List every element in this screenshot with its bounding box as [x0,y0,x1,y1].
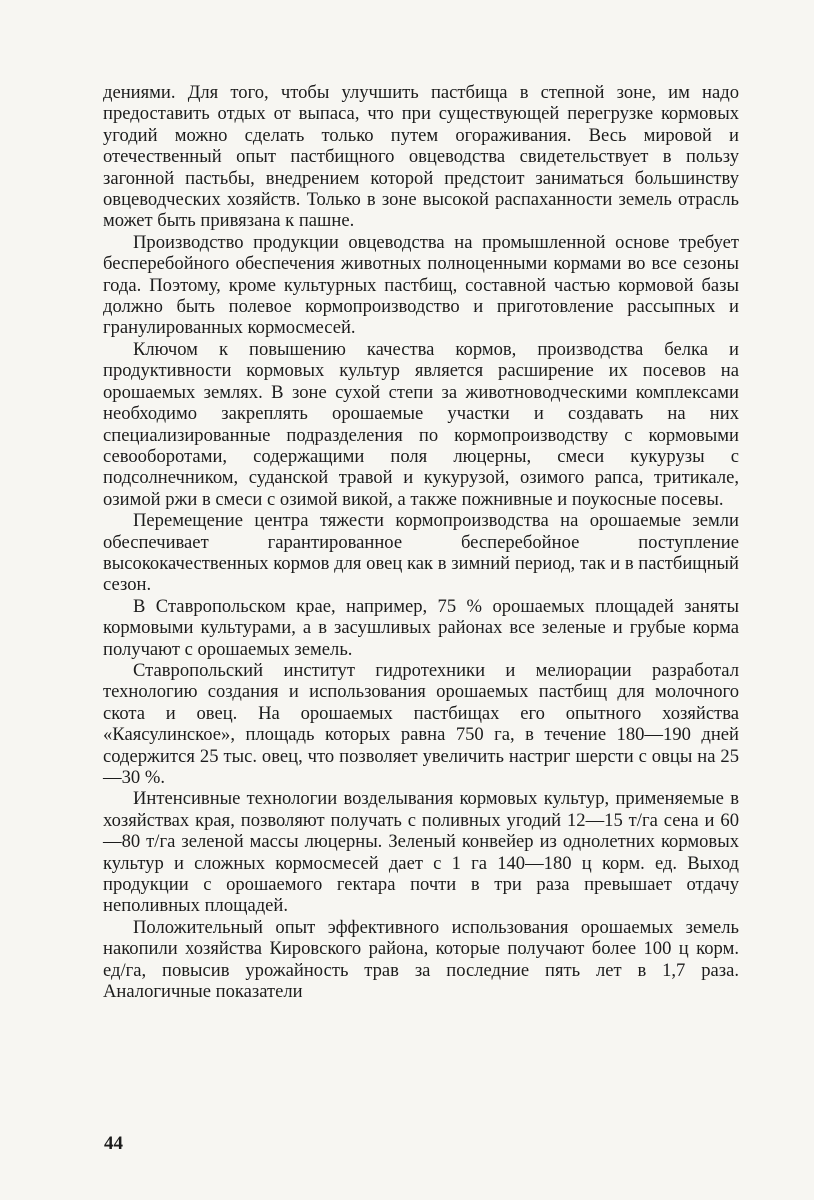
paragraph-8: Положительный опыт эффективного использования орошаемых земель накопили хозяйства Кировского района, которые получают более 100 ц корм. ед/га, повысив урожайность трав за последние пять лет в 1,7 раза. Аналогичные показатели [103,916,739,1003]
paragraph-3: Ключом к повышению качества кормов, производства белка и продуктивности кормовых культур является расширение их посевов на орошаемых землях. В зоне сухой степи за животноводческими комплексами необходимо закреплять орошаемые участки и создавать на них специализированные подразделения по кормопроизводству с кормовыми севооборотами, содержащими поля люцерны, смеси кукурузы с подсолнечником, суданской травой и кукурузой, озимого рапса, тритикале, озимой ржи в смеси с озимой викой, а также пожнивные и поукосные посевы. [103,338,739,510]
paragraph-2: Производство продукции овцеводства на промышленной основе требует бесперебойного обеспечения животных полноценными кормами во все сезоны года. Поэтому, кроме культурных пастбищ, составной частью кормовой базы должно быть полевое кормопроизводство и приготовление рассыпных и гранулированных кормосмесей. [103,231,739,339]
paragraph-7: Интенсивные технологии возделывания кормовых культур, применяемые в хозяйствах края, позволяют получать с поливных угодий 12—15 т/га сена и 60—80 т/га зеленой массы люцерны. Зеленый конвейер из однолетних кормовых культур и сложных кормосмесей дает с 1 га 140—180 ц корм. ед. Выход продукции с орошаемого гектара почти в три раза превышает отдачу неполивных площадей. [103,788,739,917]
paragraph-6: Ставропольский институт гидротехники и мелиорации разработал технологию создания и использования орошаемых пастбищ для молочного скота и овец. На орошаемых пастбищах его опытного хозяйства «Каясулинское», площадь которых равна 750 га, в течение 180—190 дней содержится 25 тыс. овец, что позволяет увеличить настриг шерсти с овцы на 25—30 %. [103,659,739,788]
page-number: 44 [104,1133,123,1154]
paragraph-4: Перемещение центра тяжести кормопроизводства на орошаемые земли обеспечивает гарантированное бесперебойное поступление высококачественных кормов для овец как в зимний период, так и в пастбищный сезон. [103,510,739,596]
page-body [103,82,739,1002]
paragraph-1: дениями. Для того, чтобы улучшить пастбища в степной зоне, им надо предоставить отдых от выпаса, что при существующей перегрузке кормовых угодий можно сделать только путем огораживания. Весь мировой и отечественный опыт пастбищного овцеводства свидетельствует в пользу загонной пастьбы, внедрением которой предстоит заниматься большинству овцеводческих хозяйств. Только в зоне высокой распаханности земель отрасль может быть привязана к пашне. [103,82,739,232]
paragraph-5: В Ставропольском крае, например, 75 % орошаемых площадей заняты кормовыми культурами, а в засушливых районах все зеленые и грубые корма получают с орошаемых земель. [103,595,739,660]
